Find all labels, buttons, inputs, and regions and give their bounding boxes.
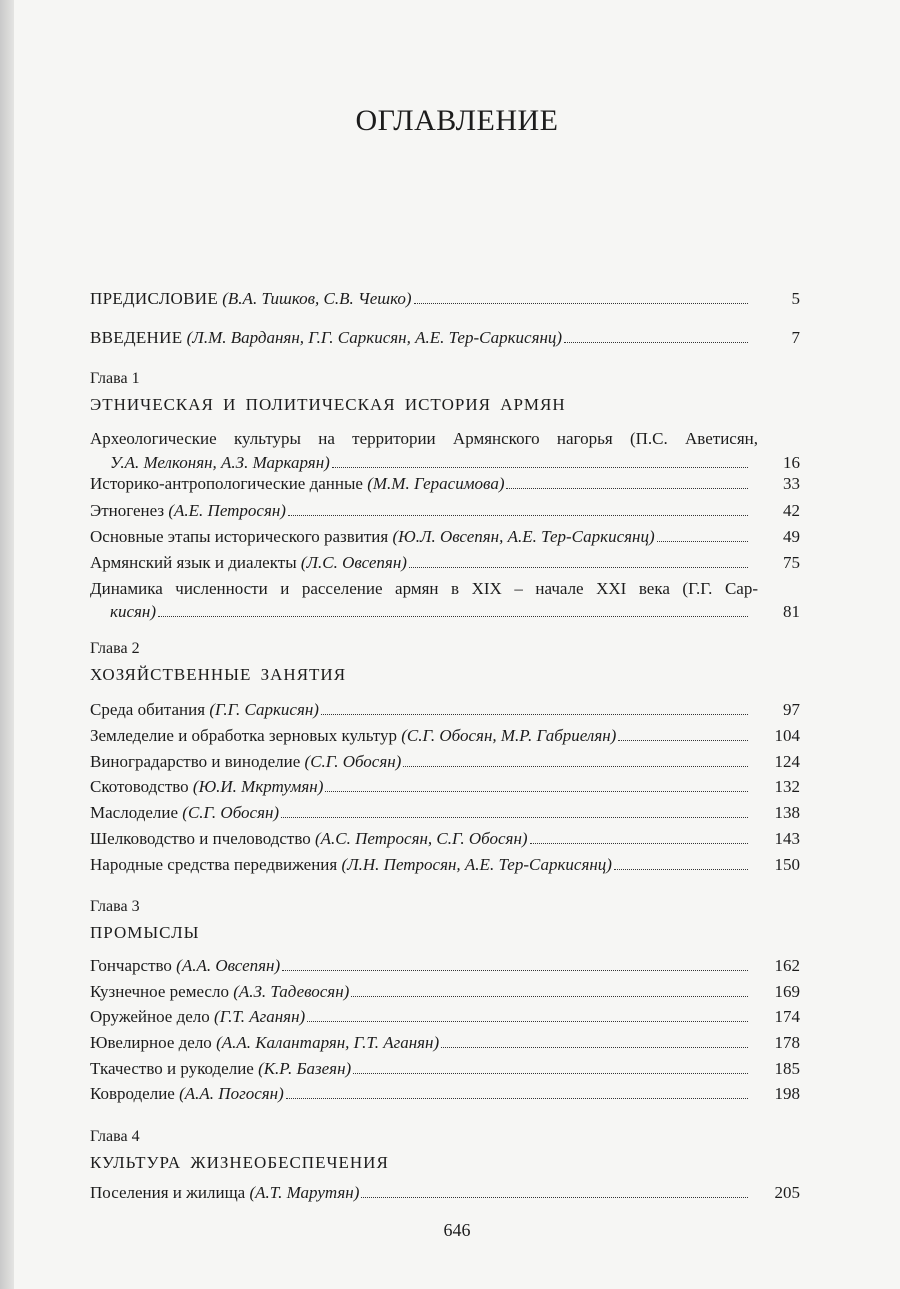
toc-entry-line1: Археологические культуры на территории Армянского нагорья (П.С. Аветисян,	[90, 429, 758, 448]
toc-entry[interactable]	[90, 452, 800, 474]
entry-page: 104	[774, 726, 800, 745]
entry-text: Шелководство и пчеловодство	[90, 829, 316, 848]
toc-entry-preface[interactable]	[90, 288, 800, 310]
page-title: ОГЛАВЛЕНИЕ	[355, 104, 559, 137]
toc-entry[interactable]	[90, 802, 800, 824]
entry-page: 49	[783, 527, 800, 546]
entry-heading: ПРЕДИСЛОВИЕ	[90, 289, 219, 308]
entry-page: 124	[774, 752, 800, 771]
entry-author: (А.З. Тадевосян)	[233, 982, 350, 1001]
entry-author: (Г.Т. Аганян)	[214, 1007, 306, 1026]
entry-heading: ВВЕДЕНИЕ	[90, 328, 183, 347]
toc-entry[interactable]	[90, 828, 800, 850]
entry-author: (В.А. Тишков, С.В. Чешко)	[222, 289, 412, 308]
entry-author: (А.А. Погосян)	[179, 1084, 284, 1103]
entry-author: (Л.М. Варданян, Г.Г. Саркисян, А.Е. Тер-Саркисянц)	[186, 328, 563, 347]
entry-author: (А.Т. Марутян)	[249, 1183, 360, 1202]
entry-text: Ткачество и рукоделие	[90, 1059, 259, 1078]
entry-author: кисян)	[110, 602, 156, 621]
chapter-label: Глава 1	[90, 370, 140, 387]
entry-author: (К.Р. Базеян)	[258, 1059, 352, 1078]
chapter-title: КУЛЬТУРА ЖИЗНЕОБЕСПЕЧЕНИЯ	[90, 1153, 389, 1172]
toc-entry[interactable]	[90, 526, 800, 548]
entry-author: (А.Е. Петросян)	[168, 501, 286, 520]
toc-entry-line1: Динамика численности и расселение армян в XIX – начале XXI века (Г.Г. Сар-	[90, 579, 758, 598]
entry-page: 33	[783, 474, 800, 493]
entry-author: (С.Г. Обосян)	[182, 803, 280, 822]
entry-author: (А.А. Калантарян, Г.Т. Аганян)	[216, 1033, 440, 1052]
entry-page: 42	[783, 501, 800, 520]
entry-page: 169	[774, 982, 800, 1001]
entry-page: 174	[774, 1007, 800, 1026]
toc-entry[interactable]	[90, 955, 800, 977]
entry-page: 81	[783, 602, 800, 621]
toc-entry[interactable]	[90, 552, 800, 574]
entry-page: 198	[774, 1084, 800, 1103]
entry-author: (Л.Н. Петросян, А.Е. Тер-Саркисянц)	[341, 855, 612, 874]
entry-author: (Ю.Л. Овсепян, А.Е. Тер-Саркисянц)	[392, 527, 655, 546]
chapter-label: Глава 4	[90, 1128, 140, 1145]
chapter-label: Глава 3	[90, 898, 140, 915]
entry-text: Кузнечное ремесло	[90, 982, 234, 1001]
toc-entry[interactable]	[90, 1058, 800, 1080]
entry-page: 138	[774, 803, 800, 822]
page-number: 646	[443, 1220, 471, 1240]
entry-text: Ювелирное дело	[90, 1033, 217, 1052]
entry-author: (С.Г. Обосян)	[304, 752, 402, 771]
entry-author: У.А. Мелконян, А.З. Маркарян)	[110, 453, 330, 472]
entry-text: Основные этапы исторического развития	[90, 527, 393, 546]
entry-text: Народные средства передвижения	[90, 855, 342, 874]
entry-page: 75	[783, 553, 800, 572]
entry-page: 16	[783, 453, 800, 472]
entry-page: 162	[774, 956, 800, 975]
toc-entry[interactable]	[90, 1032, 800, 1054]
toc-entry[interactable]	[90, 751, 800, 773]
entry-author: (Л.С. Овсепян)	[300, 553, 407, 572]
entry-page: 97	[783, 700, 800, 719]
toc-entry[interactable]	[90, 473, 800, 495]
entry-page: 205	[774, 1183, 800, 1202]
toc-entry[interactable]	[90, 601, 800, 623]
entry-text: Этногенез	[90, 501, 169, 520]
toc-entry[interactable]	[90, 500, 800, 522]
entry-author: (А.А. Овсепян)	[176, 956, 281, 975]
entry-page: 178	[774, 1033, 800, 1052]
entry-text: Скотоводство	[90, 777, 193, 796]
toc-entry[interactable]	[90, 854, 800, 876]
entry-text: Оружейное дело	[90, 1007, 215, 1026]
entry-page: 143	[774, 829, 800, 848]
chapter-title: ХОЗЯЙСТВЕННЫЕ ЗАНЯТИЯ	[90, 665, 347, 684]
entry-text: Виноградарство и виноделие	[90, 752, 305, 771]
entry-author: (Ю.И. Мкртумян)	[192, 777, 324, 796]
entry-page: 132	[774, 777, 800, 796]
entry-text: Гончарство	[90, 956, 177, 975]
toc-entry[interactable]	[90, 1006, 800, 1028]
entry-author: (М.М. Герасимова)	[367, 474, 505, 493]
toc-entry[interactable]	[90, 776, 800, 798]
entry-text: Поселения и жилища	[90, 1183, 250, 1202]
entry-page: 185	[774, 1059, 800, 1078]
chapter-label: Глава 2	[90, 640, 140, 657]
entry-author: (А.С. Петросян, С.Г. Обосян)	[315, 829, 528, 848]
entry-page: 150	[774, 855, 800, 874]
toc-entry[interactable]	[90, 1182, 800, 1204]
chapter-title: ЭТНИЧЕСКАЯ И ПОЛИТИЧЕСКАЯ ИСТОРИЯ АРМЯН	[90, 395, 566, 414]
entry-author: (Г.Г. Саркисян)	[209, 700, 319, 719]
entry-page: 7	[791, 328, 800, 347]
entry-text: Маслоделие	[90, 803, 183, 822]
toc-entry[interactable]	[90, 725, 800, 747]
book-gutter	[0, 0, 14, 1289]
entry-text: Земледелие и обработка зерновых культур	[90, 726, 402, 745]
entry-text: Среда обитания	[90, 700, 210, 719]
entry-text: Ковроделие	[90, 1084, 180, 1103]
entry-text: Историко-антропологические данные	[90, 474, 368, 493]
entry-page: 5	[791, 289, 800, 308]
chapter-title: ПРОМЫСЛЫ	[90, 923, 200, 942]
entry-text: Армянский язык и диалекты	[90, 553, 301, 572]
toc-entry[interactable]	[90, 981, 800, 1003]
toc-entry[interactable]	[90, 699, 800, 721]
toc-entry[interactable]	[90, 1083, 800, 1105]
entry-author: (С.Г. Обосян, М.Р. Габриелян)	[401, 726, 617, 745]
toc-entry-introduction[interactable]	[90, 327, 800, 349]
